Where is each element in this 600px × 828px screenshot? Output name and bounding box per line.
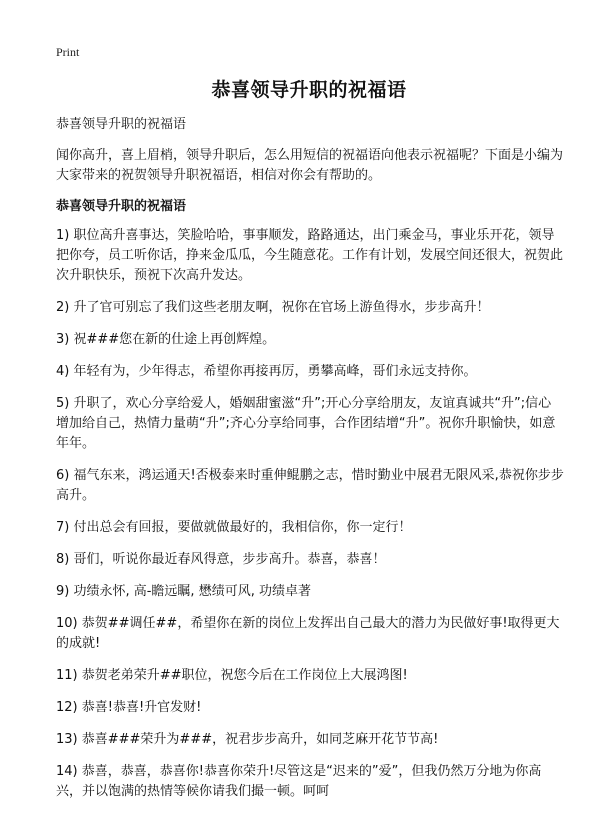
section-heading: 恭喜领导升职的祝福语 [56, 199, 187, 214]
blessing-item: 12) 恭喜!恭喜!升官发财! [56, 700, 202, 715]
blessing-item: 2) 升了官可别忘了我们这些老朋友啊，祝你在官场上游鱼得水，步步高升！ [56, 300, 490, 315]
blessing-item: 9) 功绩永怀, 高-瞻远瞩, 懋绩可风, 功绩卓著 [56, 584, 311, 599]
blessing-item: 6) 福气东来，鸿运通天!否极泰来时重伸鲲鹏之志，惜时勤业中展君无限风采,恭祝你步步高升。 [56, 468, 564, 503]
blessing-item: 3) 祝###您在新的仕途上再创辉煌。 [56, 332, 276, 347]
blessing-list [56, 226, 564, 802]
blessing-item: 1) 职位高升喜事达，笑脸哈哈，事事顺发，路路通达，出门乘金马，事业乐开花，领导把你夸，员工听你话，挣来金瓜瓜，今生随意花。工作有计划，发展空间还很大，祝贺此次升职快乐，预祝下次高升发达。 [56, 228, 564, 283]
blessing-item: 5) 升职了，欢心分享给爱人，婚姻甜蜜滋“升”;开心分享给朋友，友谊真诚共“升”;信心增加给自己，热情力量萌“升”;齐心分享给同事，合作团结增“升”。祝你升职愉快，如意年年。 [56, 396, 556, 451]
blessing-item: 13) 恭喜###荣升为###，祝君步步高升，如同芝麻开花节节高! [56, 732, 439, 747]
page-title: 恭喜领导升职的祝福语 [211, 79, 407, 101]
blessing-item: 4) 年轻有为，少年得志，希望你再接再厉，勇攀高峰，哥们永远支持你。 [56, 364, 477, 379]
blessing-item: 14) 恭喜，恭喜，恭喜你!恭喜你荣升!尽管这是“迟来的”爱”，但我仍然万分地为你高兴，并以饱满的热情等候你请我们撮一顿。呵呵 [56, 764, 542, 799]
blessing-item: 8) 哥们，听说你最近春风得意，步步高升。恭喜，恭喜！ [56, 552, 386, 567]
print-link[interactable]: Print [56, 45, 80, 59]
blessing-item: 7) 付出总会有回报，要做就做最好的，我相信你，你一定行！ [56, 520, 412, 535]
blessing-item: 11) 恭贺老弟荣升##职位，祝您今后在工作岗位上大展鸿图! [56, 668, 408, 683]
intro-paragraph: 闻你高升，喜上眉梢，领导升职后，怎么用短信的祝福语向他表示祝福呢？下面是小编为大家带来的祝贺领导升职祝福语，相信对你会有帮助的。 [56, 148, 564, 183]
blessing-item: 10) 恭贺##调任##，希望你在新的岗位上发挥出自己最大的潜力为民做好事!取得更大的成就! [56, 616, 560, 651]
subtitle: 恭喜领导升职的祝福语 [56, 117, 187, 132]
